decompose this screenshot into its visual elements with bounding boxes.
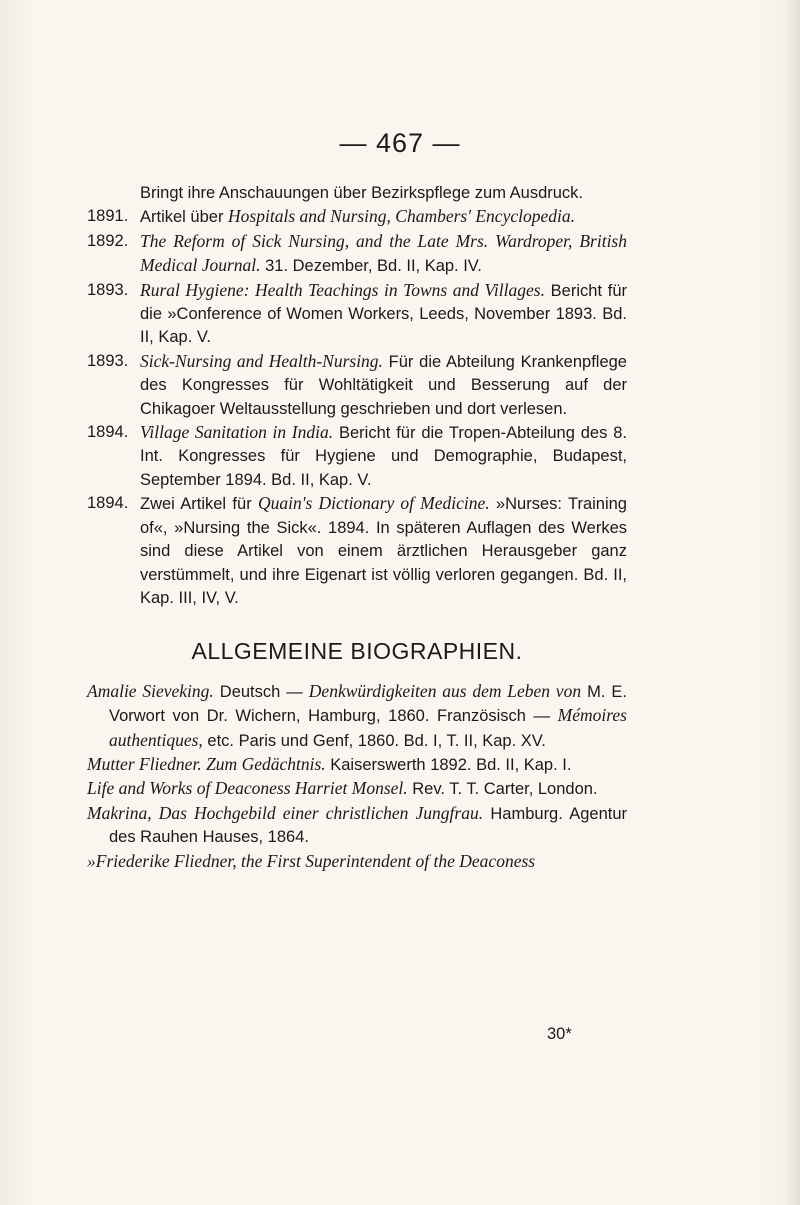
bio-segment: Rev. T. T. Carter, London.: [407, 780, 598, 799]
bibliography-entry: [87, 350, 627, 421]
entry-year: 1894.: [87, 423, 129, 442]
page-number: — 467 —: [339, 128, 461, 158]
biography-list: [87, 680, 627, 874]
bio-segment: Mémoires authentiques,: [109, 705, 627, 750]
entry-title: Quain's Dictionary of Medicine.: [258, 493, 490, 514]
entry-year: 1891.: [87, 207, 129, 226]
entry-title: Sick-Nursing and Health-Nursing.: [140, 350, 383, 371]
entry-year: 1892.: [87, 231, 129, 250]
entry-title: Hospitals and Nursing, Chambers' Encyclopedia.: [228, 206, 575, 227]
page-edge-shadow: [786, 0, 800, 1205]
continued-entry: [87, 182, 627, 205]
entry-title: The Reform of Sick Nursing, and the Late Mrs. Wardroper, British Medical Journal.: [140, 230, 627, 276]
bio-segment: Deutsch —: [213, 682, 309, 701]
bio-segment: M. E. Vorwort von Dr. Wichern, Hamburg, 1860. Französisch —: [109, 682, 627, 726]
entry-details: »Nurses: Training of«, »Nursing the Sick«. 1894. In späteren Auflagen des Werkes sind diese Artikel von einem ärztlichen Herausgeber ganz verstümmelt, und ihre Eigenart ist völlig verloren gegangen. Bd. II, Kap. III, IV, V.: [140, 495, 627, 607]
bibliography-entry: [87, 279, 627, 350]
entry-title: Rural Hygiene: Health Teachings in Towns and Villages.: [140, 279, 545, 300]
bio-segment: Mutter Fliedner. Zum Gedächtnis.: [87, 753, 326, 774]
biography-entry: [87, 802, 627, 850]
bibliography-entry: [87, 205, 627, 229]
entry-year: 1894.: [87, 494, 129, 513]
bibliography-entry: [87, 492, 627, 610]
entry-details: Bericht für die »Conference of Women Workers, Leeds, November 1893. Bd. II, Kap. V.: [140, 281, 628, 347]
bio-segment: Amalie Sieveking.: [87, 680, 214, 701]
page-content: [87, 182, 627, 874]
continued-entry-text: Bringt ihre Anschauungen über Bezirkspflege zum Ausdruck.: [140, 184, 584, 202]
entry-details: Bericht für die Tropen-Abteilung des 8. Int. Kongresses für Hygiene und Demographie, Budapest, September 1894. Bd. II, Kap. V.: [140, 424, 627, 489]
biography-entry: [87, 777, 627, 801]
bio-segment: etc. Paris und Genf, 1860. Bd. I, T. II, Kap. XV.: [202, 731, 546, 750]
printer-signature: 30*: [547, 1025, 572, 1043]
entry-year: 1893.: [87, 351, 129, 370]
entry-details: Für die Abteilung Krankenpflege des Kongresses für Wohltätigkeit und Besserung auf der Chikagoer Weltausstellung geschrieben und dort verlesen.: [140, 352, 627, 418]
entry-prefix: Artikel über: [140, 208, 229, 227]
bio-segment: Hamburg. Agentur des Rauhen Hauses, 1864.: [109, 804, 627, 847]
biography-entry: [87, 753, 627, 777]
entry-title: Village Sanitation in India.: [140, 422, 334, 443]
bio-segment: »Friederike Fliedner, the First Superintendent of the Deaconess: [87, 850, 536, 871]
biography-entry: [87, 680, 627, 753]
bio-segment: Makrina, Das Hochgebild einer christlichen Jungfrau.: [87, 802, 484, 823]
section-heading: ALLGEMEINE BIOGRAPHIEN.: [191, 638, 523, 665]
entry-details: 31. Dezember, Bd. II, Kap. IV.: [260, 257, 482, 276]
biography-entry: [87, 850, 627, 874]
bio-segment: Denkwürdigkeiten aus dem Leben von: [308, 680, 582, 701]
bio-segment: Kaiserswerth 1892. Bd. II, Kap. I.: [325, 755, 572, 774]
bio-segment: Life and Works of Deaconess Harriet Monsel.: [87, 778, 408, 799]
bibliography-list: [87, 205, 627, 610]
entry-prefix: Zwei Artikel für: [140, 495, 259, 514]
entry-year: 1893.: [87, 280, 129, 299]
bibliography-entry: [87, 421, 627, 492]
bibliography-entry: [87, 230, 627, 279]
